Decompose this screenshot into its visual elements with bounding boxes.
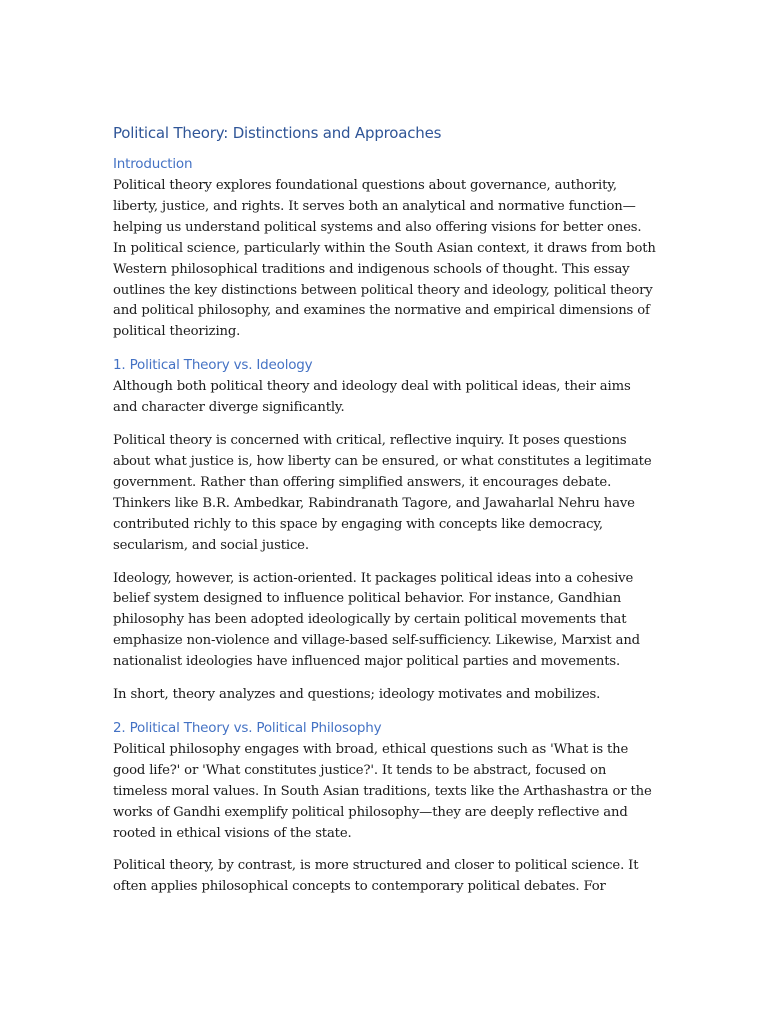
section-heading-theory-vs-philosophy: 2. Political Theory vs. Political Philosophy (113, 719, 382, 736)
document-title: Political Theory: Distinctions and Approaches (113, 124, 442, 142)
paragraph-ideology-2: Political theory is concerned with critical, reflective inquiry. It poses questions about what justice is, how liberty can be ensured, or what constitutes a legitimate government. Rather than offering simplified answers, it encourages debate. Thinkers like B.R. Ambedkar, Rabindranath Tagore, and Jawaharlal Nehru have contributed richly to this space by engaging with concepts like democracy, secularism, and social justice. (113, 433, 652, 553)
section-heading-introduction: Introduction (113, 156, 193, 172)
paragraph-ideology-4: In short, theory analyzes and questions; ideology motivates and mobilizes. (113, 687, 601, 703)
paragraph-ideology-1: Although both political theory and ideology deal with political ideas, their aims and character diverge significantly. (113, 379, 631, 416)
section-introduction (113, 154, 658, 343)
section-theory-vs-ideology (113, 355, 658, 706)
section-heading-theory-vs-ideology: 1. Political Theory vs. Ideology (113, 357, 313, 374)
paragraph-intro: Political theory explores foundational questions about governance, authority, liberty, justice, and rights. It serves both an analytical and normative function—helping us understand political systems and also offering visions for better ones. In political science, particularly within the South Asian context, it draws from both Western philosophical traditions and indigenous schools of thought. This essay outlines the key distinctions between political theory and ideology, political theory and political philosophy, and examines the normative and empirical dimensions of political theorizing. (113, 178, 656, 340)
section-theory-vs-philosophy (113, 718, 658, 898)
paragraph-ideology-3: Ideology, however, is action-oriented. It packages political ideas into a cohesive belief system designed to influence political behavior. For instance, Gandhian philosophy has been adopted ideologically by certain political movements that emphasize non-violence and village-based self-sufficiency. Likewise, Marxist and nationalist ideologies have influenced major political parties and movements. (113, 570, 640, 670)
paragraph-philosophy-2: Political theory, by contrast, is more structured and closer to political science. It often applies philosophical concepts to contemporary political debates. For (113, 858, 639, 895)
document-page (113, 124, 658, 910)
paragraph-philosophy-1: Political philosophy engages with broad, ethical questions such as 'What is the good life?' or 'What constitutes justice?'. It tends to be abstract, focused on timeless moral values. In South Asian traditions, texts like the Arthashastra or the works of Gandhi exemplify political philosophy—they are deeply reflective and rooted in ethical visions of the state. (113, 741, 652, 841)
